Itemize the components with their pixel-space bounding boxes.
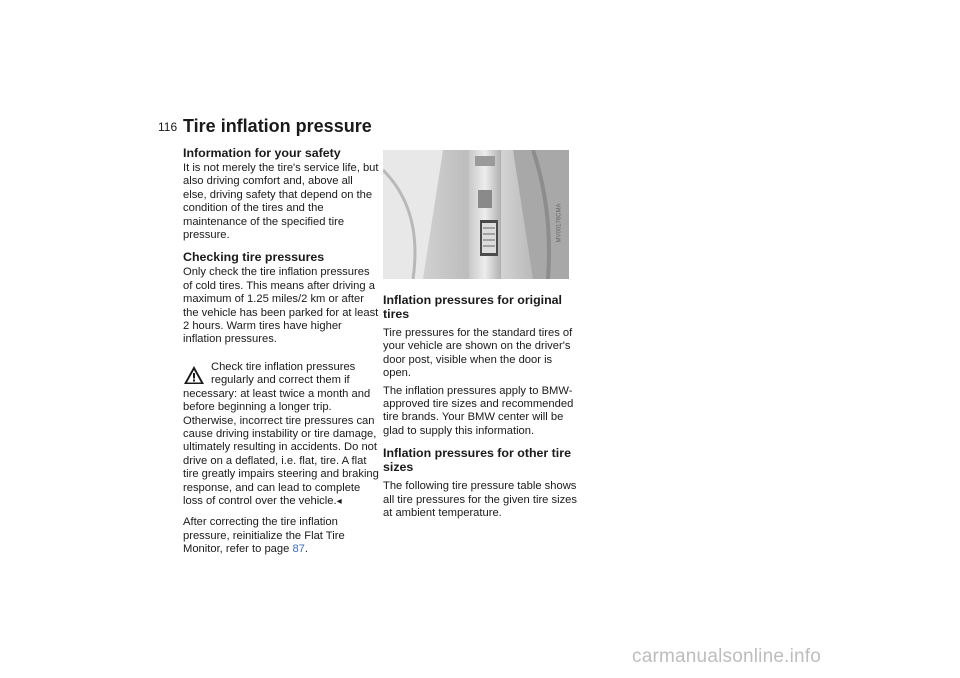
after-text-end: .	[304, 543, 309, 556]
photo-code: MV00176CMA	[556, 203, 563, 243]
original-tires-heading: Inflation pressures for original tires	[383, 293, 563, 321]
warning-text	[183, 361, 379, 508]
end-mark-icon: ◂	[336, 495, 342, 507]
after-text: After correcting the tire inflation pressure, reinitialize the Flat Tire Monitor, refer to page	[183, 516, 345, 556]
page-reference-link[interactable]: 87	[292, 543, 305, 556]
checking-heading: Checking tire pressures	[183, 250, 325, 265]
watermark: carmanualsonline.info	[632, 646, 822, 667]
page-number: 116	[158, 120, 178, 134]
other-tires-heading: Inflation pressures for other tire sizes	[383, 446, 571, 475]
warning-body: Check tire inflation pressures regularly and correct them if necessary: at least twice a month and before beginning a longer trip. Otherwise, incorrect tire pressures can cause driving instability or tire damage, ultimately resulting in accidents. Do not drive on a deflated, i.e. flat, tire. A flat tire greatly impairs steering and braking response, and can lead to complete loss of control over the vehicle.	[183, 360, 379, 507]
safety-heading: Information for your safety	[183, 146, 341, 160]
door-post-tire-label-photo	[383, 150, 569, 279]
warning-block	[183, 361, 379, 508]
door-post-illustration	[383, 150, 569, 279]
after-correction-text	[183, 516, 379, 556]
warning-triangle-icon	[183, 365, 205, 385]
safety-text: It is not merely the tire's service life, but also driving comfort and, above all else, driving safety that depend on the condition of the tires and the maintenance of the specified tire pressure.	[183, 162, 379, 242]
right-column	[383, 293, 577, 524]
original-tires-text-2: The inflation pressures apply to BMW-approved tire sizes and recommended tire brands. Your BMW center will be glad to supply this information.	[383, 384, 574, 437]
page-title: Tire inflation pressure	[183, 116, 372, 136]
original-tires-text-1: Tire pressures for the standard tires of your vehicle are shown on the driver's door post, visible when the door is open.	[383, 327, 573, 380]
left-column	[183, 146, 379, 561]
other-tires-text: The following tire pressure table shows all tire pressures for the given tire sizes at ambient temperature.	[383, 480, 577, 520]
checking-text: Only check the tire inflation pressures of cold tires. This means after driving a maximum of 1.25 miles/2 km or after the vehicle has been parked for at least 2 hours. Warm tires have higher inflation pressures.	[183, 266, 379, 346]
